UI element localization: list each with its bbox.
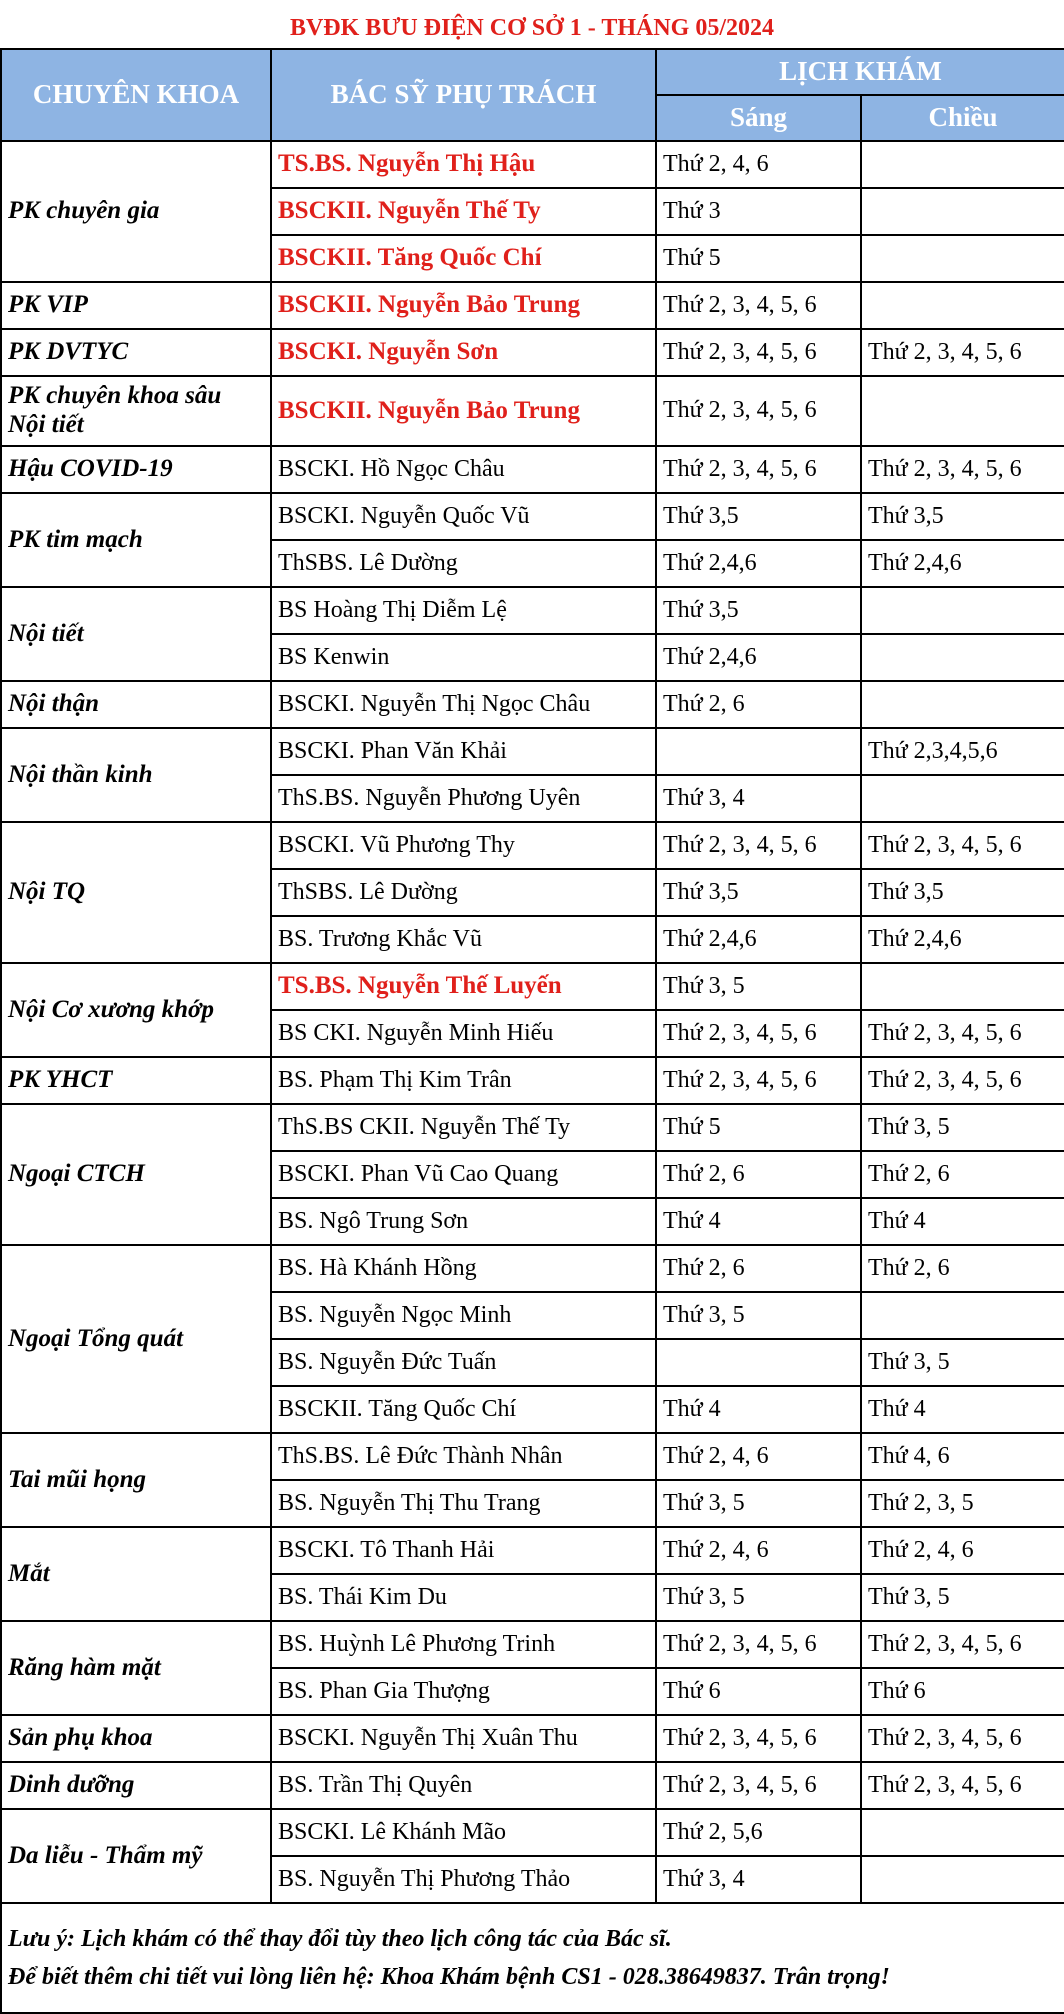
- doctor-cell: ThS.BS. Lê Đức Thành Nhân: [271, 1433, 656, 1480]
- table-header: [1, 49, 1064, 141]
- specialty-cell: PK YHCT: [1, 1057, 271, 1104]
- afternoon-cell: Thứ 2, 3, 4, 5, 6: [861, 1621, 1064, 1668]
- doctor-cell: BS. Nguyễn Đức Tuấn: [271, 1339, 656, 1386]
- specialty-cell: Nội Cơ xương khớp: [1, 963, 271, 1057]
- doctor-cell: BS Hoàng Thị Diễm Lệ: [271, 587, 656, 634]
- morning-cell: Thứ 4: [656, 1386, 861, 1433]
- morning-cell: Thứ 2, 3, 4, 5, 6: [656, 1762, 861, 1809]
- afternoon-cell: Thứ 2,4,6: [861, 916, 1064, 963]
- table-row: [1, 446, 1064, 493]
- afternoon-cell: [861, 235, 1064, 282]
- morning-cell: Thứ 2,4,6: [656, 916, 861, 963]
- footer-note: [1, 1903, 1064, 2013]
- doctor-cell: BS. Thái Kim Du: [271, 1574, 656, 1621]
- doctor-cell: TS.BS. Nguyễn Thị Hậu: [271, 141, 656, 188]
- table-row: [1, 728, 1064, 775]
- table-row: [1, 493, 1064, 540]
- morning-cell: Thứ 2, 3, 4, 5, 6: [656, 1010, 861, 1057]
- afternoon-cell: Thứ 2,4,6: [861, 540, 1064, 587]
- afternoon-cell: Thứ 2, 3, 4, 5, 6: [861, 329, 1064, 376]
- doctor-cell: BS. Phan Gia Thượng: [271, 1668, 656, 1715]
- morning-cell: Thứ 3, 5: [656, 963, 861, 1010]
- doctor-cell: BS CKI. Nguyễn Minh Hiếu: [271, 1010, 656, 1057]
- morning-cell: Thứ 2, 4, 6: [656, 141, 861, 188]
- morning-cell: Thứ 2, 6: [656, 681, 861, 728]
- doctor-cell: TS.BS. Nguyễn Thế Luyến: [271, 963, 656, 1010]
- specialty-cell: PK VIP: [1, 282, 271, 329]
- doctor-cell: BSCKI. Nguyễn Quốc Vũ: [271, 493, 656, 540]
- afternoon-cell: Thứ 2, 6: [861, 1245, 1064, 1292]
- table-row: [1, 1057, 1064, 1104]
- afternoon-cell: Thứ 3, 5: [861, 1574, 1064, 1621]
- table-row: [1, 282, 1064, 329]
- doctor-cell: BS Kenwin: [271, 634, 656, 681]
- afternoon-cell: [861, 188, 1064, 235]
- doctor-cell: BSCKI. Phan Vũ Cao Quang: [271, 1151, 656, 1198]
- morning-cell: Thứ 3, 5: [656, 1574, 861, 1621]
- table-row: [1, 1809, 1064, 1856]
- morning-cell: Thứ 3, 4: [656, 1856, 861, 1903]
- afternoon-cell: Thứ 3,5: [861, 493, 1064, 540]
- afternoon-cell: Thứ 2, 3, 4, 5, 6: [861, 1057, 1064, 1104]
- morning-cell: Thứ 2, 3, 4, 5, 6: [656, 1621, 861, 1668]
- afternoon-cell: [861, 376, 1064, 446]
- morning-cell: Thứ 3,5: [656, 493, 861, 540]
- doctor-cell: BSCKI. Phan Văn Khải: [271, 728, 656, 775]
- afternoon-cell: Thứ 2, 3, 4, 5, 6: [861, 1010, 1064, 1057]
- morning-cell: Thứ 2, 6: [656, 1151, 861, 1198]
- specialty-cell: PK DVTYC: [1, 329, 271, 376]
- doctor-cell: BS. Nguyễn Thị Thu Trang: [271, 1480, 656, 1527]
- specialty-cell: Ngoại CTCH: [1, 1104, 271, 1245]
- morning-cell: Thứ 2, 3, 4, 5, 6: [656, 446, 861, 493]
- specialty-cell: Nội thần kinh: [1, 728, 271, 822]
- afternoon-cell: Thứ 2, 3, 4, 5, 6: [861, 446, 1064, 493]
- header-afternoon: Chiều: [861, 95, 1064, 141]
- doctor-cell: BSCKII. Nguyễn Thế Ty: [271, 188, 656, 235]
- specialty-cell: Ngoại Tổng quát: [1, 1245, 271, 1433]
- doctor-cell: BSCKI. Lê Khánh Mão: [271, 1809, 656, 1856]
- doctor-cell: BSCKII. Nguyễn Bảo Trung: [271, 282, 656, 329]
- doctor-cell: BS. Hà Khánh Hồng: [271, 1245, 656, 1292]
- morning-cell: Thứ 3: [656, 188, 861, 235]
- specialty-cell: Mắt: [1, 1527, 271, 1621]
- afternoon-cell: [861, 963, 1064, 1010]
- afternoon-cell: [861, 634, 1064, 681]
- table-row: [1, 1762, 1064, 1809]
- morning-cell: Thứ 3,5: [656, 587, 861, 634]
- afternoon-cell: [861, 1856, 1064, 1903]
- table-row: [1, 1527, 1064, 1574]
- morning-cell: Thứ 2, 6: [656, 1245, 861, 1292]
- table-row: [1, 1621, 1064, 1668]
- doctor-cell: ThS.BS. Nguyễn Phương Uyên: [271, 775, 656, 822]
- afternoon-cell: [861, 681, 1064, 728]
- specialty-cell: Răng hàm mặt: [1, 1621, 271, 1715]
- morning-cell: Thứ 2, 3, 4, 5, 6: [656, 822, 861, 869]
- header-schedule: LỊCH KHÁM: [656, 49, 1064, 95]
- morning-cell: Thứ 5: [656, 1104, 861, 1151]
- morning-cell: Thứ 3, 4: [656, 775, 861, 822]
- afternoon-cell: Thứ 6: [861, 1668, 1064, 1715]
- table-body: [1, 141, 1064, 1903]
- specialty-cell: Nội TQ: [1, 822, 271, 963]
- table-row: [1, 681, 1064, 728]
- afternoon-cell: Thứ 2, 4, 6: [861, 1527, 1064, 1574]
- afternoon-cell: [861, 587, 1064, 634]
- specialty-cell: Tai mũi họng: [1, 1433, 271, 1527]
- morning-cell: Thứ 2, 3, 4, 5, 6: [656, 1057, 861, 1104]
- morning-cell: Thứ 4: [656, 1198, 861, 1245]
- doctor-cell: BSCKII. Nguyễn Bảo Trung: [271, 376, 656, 446]
- afternoon-cell: [861, 141, 1064, 188]
- specialty-cell: PK chuyên gia: [1, 141, 271, 282]
- specialty-cell: Sản phụ khoa: [1, 1715, 271, 1762]
- morning-cell: Thứ 2, 4, 6: [656, 1527, 861, 1574]
- schedule-table: [0, 48, 1064, 2014]
- table-row: [1, 376, 1064, 446]
- morning-cell: Thứ 3,5: [656, 869, 861, 916]
- specialty-cell: Dinh dưỡng: [1, 1762, 271, 1809]
- table-row: [1, 822, 1064, 869]
- specialty-cell: PK tim mạch: [1, 493, 271, 587]
- morning-cell: Thứ 2,4,6: [656, 540, 861, 587]
- morning-cell: Thứ 2, 3, 4, 5, 6: [656, 282, 861, 329]
- doctor-cell: BS. Ngô Trung Sơn: [271, 1198, 656, 1245]
- doctor-cell: BSCKI. Nguyễn Sơn: [271, 329, 656, 376]
- morning-cell: Thứ 2, 4, 6: [656, 1433, 861, 1480]
- afternoon-cell: Thứ 2, 6: [861, 1151, 1064, 1198]
- specialty-cell: Hậu COVID-19: [1, 446, 271, 493]
- specialty-cell: Nội thận: [1, 681, 271, 728]
- specialty-cell: Nội tiết: [1, 587, 271, 681]
- note-line-2: Để biết thêm chi tiết vui lòng liên hệ: Khoa Khám bệnh CS1 - 028.38649837. Trân trọng!: [8, 1964, 890, 1990]
- morning-cell: Thứ 2, 3, 4, 5, 6: [656, 1715, 861, 1762]
- specialty-cell: PK chuyên khoa sâu Nội tiết: [1, 376, 271, 446]
- afternoon-cell: Thứ 3, 5: [861, 1104, 1064, 1151]
- doctor-cell: ThS.BS CKII. Nguyễn Thế Ty: [271, 1104, 656, 1151]
- header-doctor: BÁC SỸ PHỤ TRÁCH: [271, 49, 656, 141]
- morning-cell: Thứ 5: [656, 235, 861, 282]
- afternoon-cell: [861, 775, 1064, 822]
- doctor-cell: BS. Nguyễn Thị Phương Thảo: [271, 1856, 656, 1903]
- morning-cell: Thứ 2,4,6: [656, 634, 861, 681]
- morning-cell: Thứ 3, 5: [656, 1292, 861, 1339]
- afternoon-cell: Thứ 4: [861, 1386, 1064, 1433]
- doctor-cell: BS. Phạm Thị Kim Trân: [271, 1057, 656, 1104]
- page-title: BVĐK BƯU ĐIỆN CƠ SỞ 1 - THÁNG 05/2024: [289, 15, 775, 41]
- table-row: [1, 963, 1064, 1010]
- table-row: [1, 1245, 1064, 1292]
- morning-cell: Thứ 2, 3, 4, 5, 6: [656, 329, 861, 376]
- table-row: [1, 1104, 1064, 1151]
- doctor-cell: BSCKI. Hồ Ngọc Châu: [271, 446, 656, 493]
- afternoon-cell: Thứ 2, 3, 5: [861, 1480, 1064, 1527]
- morning-cell: [656, 728, 861, 775]
- afternoon-cell: [861, 1292, 1064, 1339]
- afternoon-cell: Thứ 2, 3, 4, 5, 6: [861, 1762, 1064, 1809]
- table-row: [1, 1433, 1064, 1480]
- afternoon-cell: Thứ 2, 3, 4, 5, 6: [861, 1715, 1064, 1762]
- specialty-cell: Da liễu - Thẩm mỹ: [1, 1809, 271, 1903]
- afternoon-cell: Thứ 2,3,4,5,6: [861, 728, 1064, 775]
- table-row: [1, 587, 1064, 634]
- table-row: [1, 329, 1064, 376]
- doctor-cell: BSCKII. Tăng Quốc Chí: [271, 1386, 656, 1433]
- morning-cell: Thứ 2, 3, 4, 5, 6: [656, 376, 861, 446]
- note-line-1: Lưu ý: Lịch khám có thể thay đổi tùy theo lịch công tác của Bác sĩ.: [8, 1926, 672, 1952]
- afternoon-cell: [861, 1809, 1064, 1856]
- doctor-cell: BS. Trương Khắc Vũ: [271, 916, 656, 963]
- afternoon-cell: Thứ 4: [861, 1198, 1064, 1245]
- doctor-cell: BSCKI. Tô Thanh Hải: [271, 1527, 656, 1574]
- afternoon-cell: Thứ 3, 5: [861, 1339, 1064, 1386]
- doctor-cell: BS. Trần Thị Quyên: [271, 1762, 656, 1809]
- morning-cell: Thứ 2, 5,6: [656, 1809, 861, 1856]
- table-row: [1, 141, 1064, 188]
- morning-cell: [656, 1339, 861, 1386]
- doctor-cell: BSCKI. Nguyễn Thị Ngọc Châu: [271, 681, 656, 728]
- doctor-cell: BS. Nguyễn Ngọc Minh: [271, 1292, 656, 1339]
- morning-cell: Thứ 6: [656, 1668, 861, 1715]
- afternoon-cell: Thứ 2, 3, 4, 5, 6: [861, 822, 1064, 869]
- doctor-cell: ThSBS. Lê Dường: [271, 869, 656, 916]
- header-specialty: CHUYÊN KHOA: [1, 49, 271, 141]
- afternoon-cell: [861, 282, 1064, 329]
- doctor-cell: BSCKI. Vũ Phương Thy: [271, 822, 656, 869]
- doctor-cell: BSCKII. Tăng Quốc Chí: [271, 235, 656, 282]
- header-morning: Sáng: [656, 95, 861, 141]
- afternoon-cell: Thứ 3,5: [861, 869, 1064, 916]
- afternoon-cell: Thứ 4, 6: [861, 1433, 1064, 1480]
- doctor-cell: BSCKI. Nguyễn Thị Xuân Thu: [271, 1715, 656, 1762]
- doctor-cell: BS. Huỳnh Lê Phương Trinh: [271, 1621, 656, 1668]
- table-row: [1, 1715, 1064, 1762]
- doctor-cell: ThSBS. Lê Dường: [271, 540, 656, 587]
- morning-cell: Thứ 3, 5: [656, 1480, 861, 1527]
